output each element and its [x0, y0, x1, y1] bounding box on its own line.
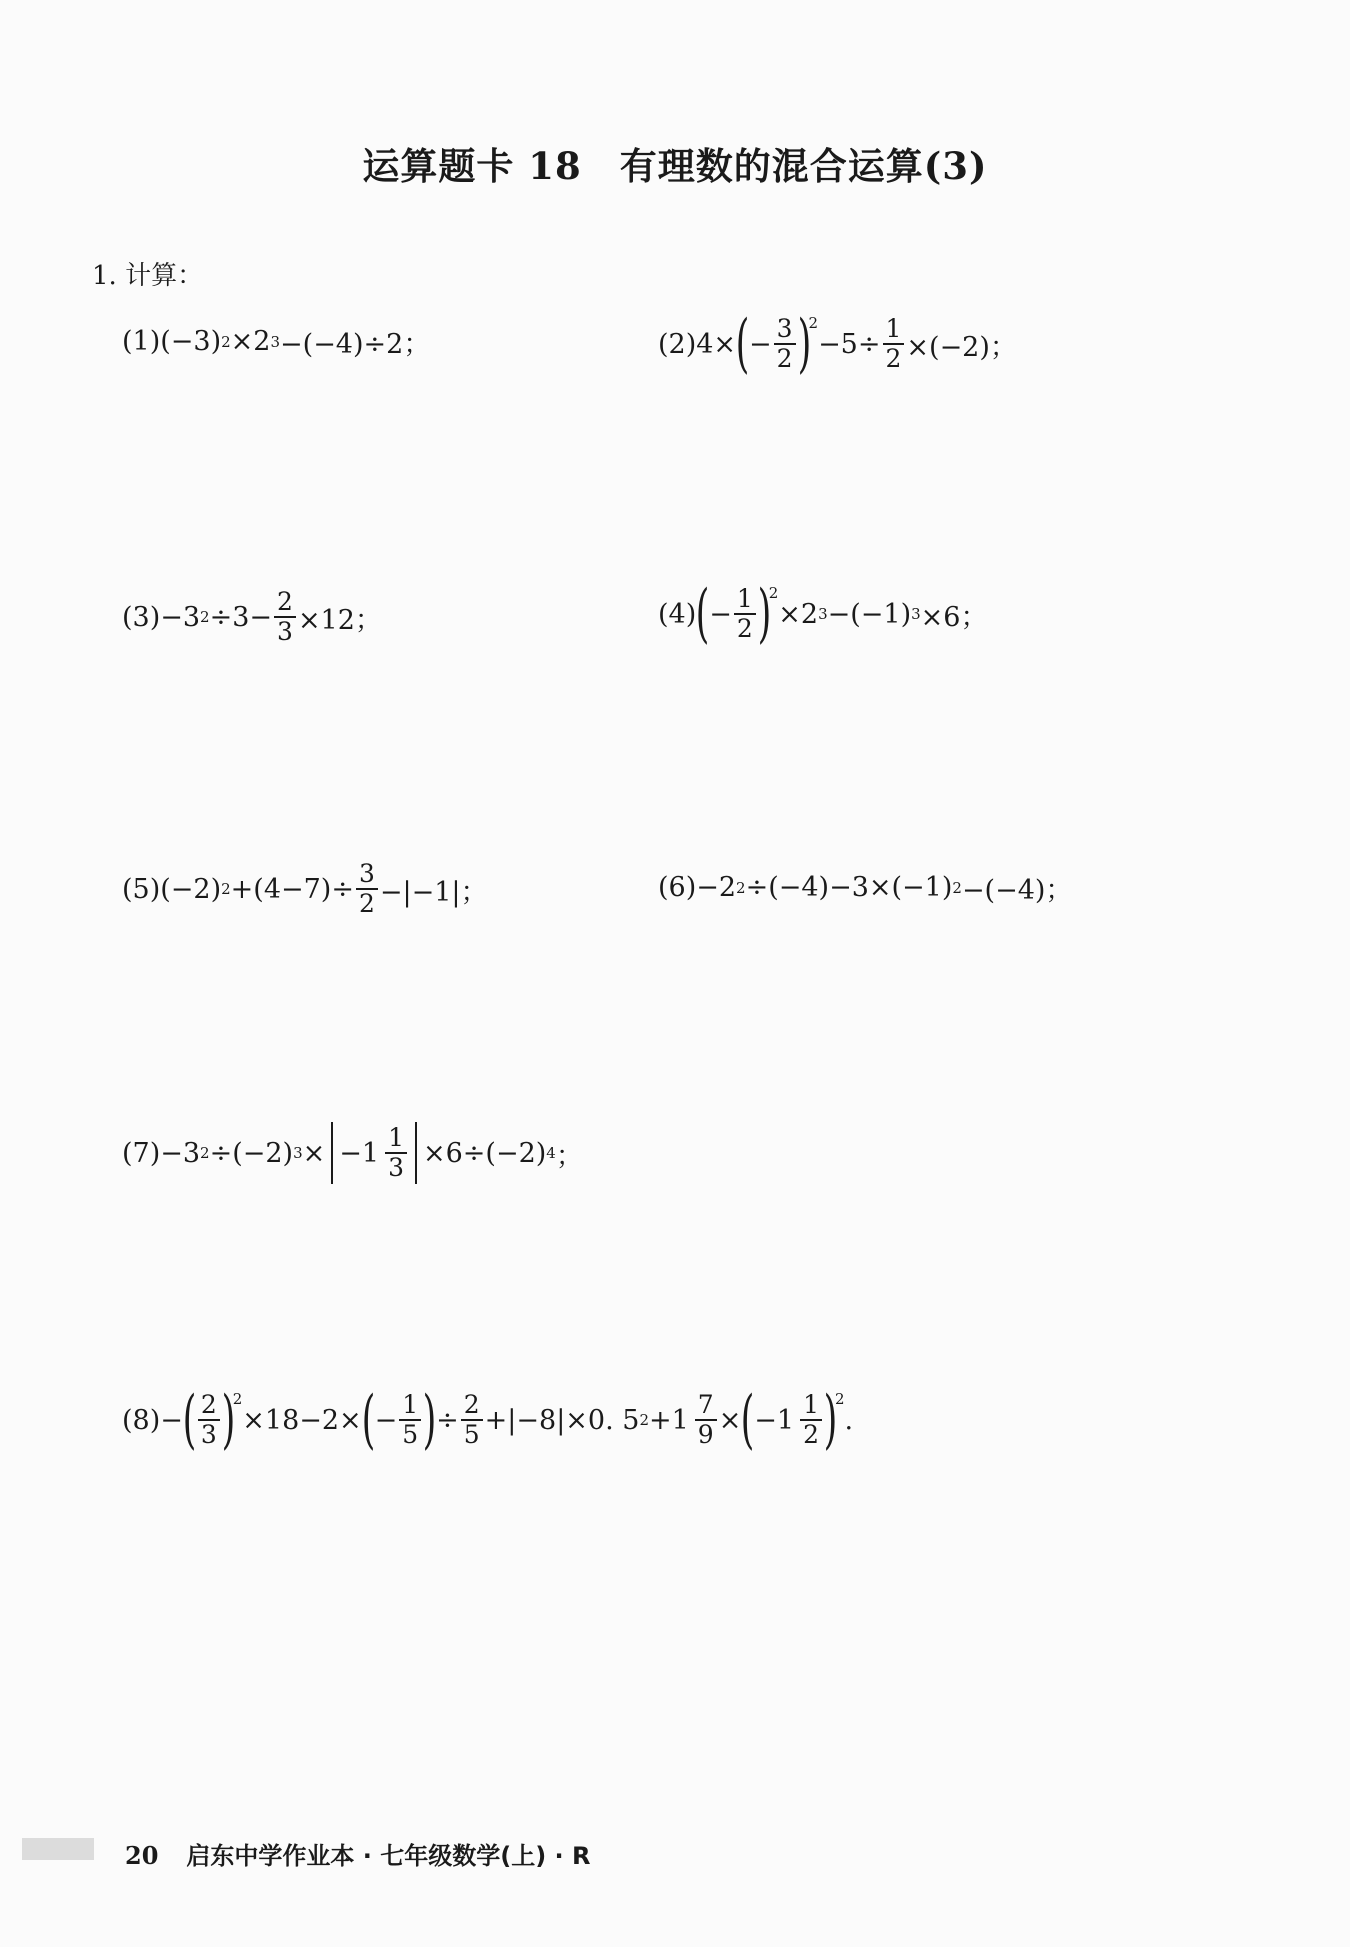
text: ；	[555, 1140, 583, 1172]
problem-6: (6)−2 2 ÷(−4)−3×(−1) 2 −(−4)；	[658, 868, 1072, 907]
footer-strip	[22, 1838, 94, 1860]
text: −(−4)；	[961, 875, 1073, 906]
fraction	[461, 1391, 483, 1449]
numerator: 3	[774, 315, 796, 345]
text: ÷	[436, 1404, 459, 1436]
text: ×2	[230, 326, 271, 357]
paren: )	[797, 307, 811, 381]
text: +(4−7)÷	[230, 873, 354, 905]
denominator: 5	[463, 1420, 480, 1449]
problem-2	[658, 307, 1017, 381]
text: ×12；	[297, 604, 382, 636]
text: (4)	[658, 598, 697, 630]
numerator: 1	[883, 315, 905, 345]
problem-7: (7)−3 2 ÷(−2) 3 × −1 $\frac{1}{3}$ ×6÷(−2) 4 ；	[122, 1123, 583, 1182]
fraction	[883, 315, 905, 373]
text: ÷3−	[209, 601, 273, 633]
paren: )	[757, 577, 772, 651]
page-number: 20	[125, 1841, 159, 1870]
text: ×6；	[920, 601, 988, 633]
fraction	[800, 1391, 822, 1449]
text: ÷(−4)−3×(−1)	[745, 872, 953, 903]
text: (8)−	[122, 1404, 183, 1436]
denominator: 5	[402, 1420, 419, 1449]
fraction	[356, 860, 378, 918]
text: −5÷	[818, 328, 881, 360]
numerator: 7	[695, 1391, 717, 1421]
exponent: 2	[232, 1390, 243, 1408]
text: −1	[754, 1404, 795, 1436]
denominator: 3	[277, 617, 293, 646]
text: ÷(−2)	[209, 1137, 294, 1169]
numerator: 1	[385, 1124, 407, 1154]
text: −	[709, 598, 732, 630]
exponent: 2	[768, 584, 779, 602]
question-heading: 1. 计算：	[92, 261, 204, 291]
numerator: 3	[356, 860, 378, 890]
numerator: 1	[734, 585, 756, 615]
text: ×2	[778, 598, 819, 630]
fraction	[198, 1391, 220, 1449]
fraction	[399, 1391, 421, 1449]
footer	[125, 1836, 590, 1871]
denominator: 9	[697, 1420, 714, 1449]
text: ×(−2)；	[906, 331, 1017, 363]
text: −	[749, 328, 772, 360]
fraction	[695, 1391, 717, 1449]
book-title: 启东中学作业本 · 七年级数学(上) · R	[186, 1842, 591, 1870]
numerator: 2	[198, 1391, 220, 1421]
paren: (	[695, 577, 710, 651]
problem-8: (8)− ( $\frac{2}{3}$ ) 2 ×18−2× ( − $\frac{1}{5}$ ) ÷ $\frac{2}{5}$ +|−8|×0. 5 2 +1 $\frac{7}{9}$ × ( −1 $\frac{1}{2}$ ) 2 .	[122, 1383, 854, 1457]
fraction	[274, 588, 296, 646]
fraction	[774, 315, 796, 373]
denominator: 3	[388, 1153, 404, 1182]
text: (6)−2	[658, 872, 737, 903]
numerator: 1	[399, 1391, 421, 1421]
text: −|−1|；	[379, 876, 488, 908]
text: (2)4×	[658, 328, 737, 360]
problem-5: (5)(−2) 2 +(4−7)÷ $\frac{3}{2}$ −|−1|；	[122, 859, 488, 918]
denominator: 2	[776, 344, 793, 373]
paren: )	[221, 1383, 236, 1457]
text: −(−4)÷2；	[280, 329, 431, 360]
text: (1)(−3)	[122, 326, 222, 357]
denominator: 3	[200, 1420, 217, 1449]
paren: )	[823, 1383, 838, 1457]
text: −(−1)	[827, 598, 912, 630]
text: ×18−2×	[242, 1404, 362, 1436]
text: +|−8|×0. 5	[484, 1404, 640, 1436]
problem-3: (3)−3 2 ÷3− $\frac{2}{3}$ ×12；	[122, 587, 382, 646]
paren: (	[361, 1383, 376, 1457]
exponent: 2	[808, 314, 819, 332]
page-title: 运算题卡 18 有理数的混合运算(3)	[362, 144, 988, 188]
denominator: 2	[885, 344, 902, 373]
text: ×	[302, 1137, 326, 1169]
denominator: 2	[803, 1420, 820, 1449]
exponent: 2	[834, 1390, 845, 1408]
numerator: 1	[800, 1391, 822, 1421]
abs-bar	[331, 1122, 333, 1184]
abs-bar	[415, 1122, 417, 1184]
paren: (	[182, 1383, 197, 1457]
text: (3)−3	[122, 601, 201, 633]
numerator: 2	[274, 588, 296, 618]
text: −1	[339, 1137, 380, 1169]
numerator: 2	[461, 1391, 483, 1421]
text: (5)(−2)	[122, 873, 222, 905]
fraction	[385, 1124, 407, 1182]
text: ×	[718, 1404, 742, 1436]
paren: )	[422, 1383, 437, 1457]
paren: (	[740, 1383, 755, 1457]
denominator: 2	[358, 889, 375, 918]
problem-1: (1)(−3) 2 ×2 3 −(−4)÷2；	[122, 322, 430, 361]
problem-4: (4) ( − $\frac{1}{2}$ ) 2 ×2 3 −(−1) 3 ×6；	[658, 577, 988, 651]
denominator: 2	[736, 614, 753, 643]
paren: (	[735, 307, 750, 381]
text: −	[374, 1404, 398, 1436]
text: .	[844, 1404, 854, 1436]
text: +1	[648, 1404, 689, 1436]
fraction	[734, 585, 756, 643]
text: (7)−3	[122, 1137, 201, 1169]
text: ×6÷(−2)	[422, 1137, 547, 1169]
